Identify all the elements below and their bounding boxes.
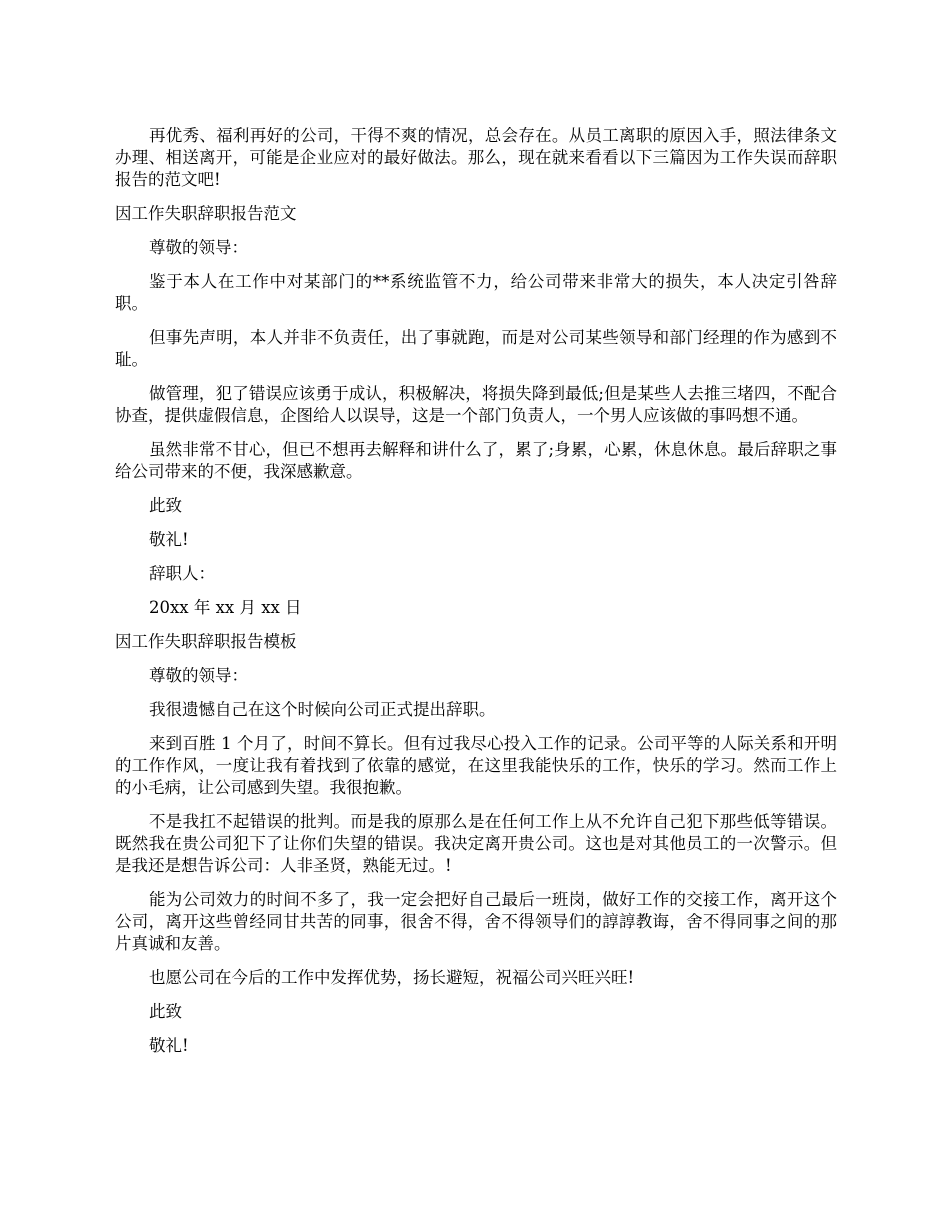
section1-closing-2: 敬礼! — [149, 530, 189, 549]
section1-date: 20xx 年 xx 月 xx 日 — [149, 598, 302, 617]
section1-salutation: 尊敬的领导： — [149, 238, 248, 257]
section1-paragraph-2: 但事先声明，本人并非不负责任，出了事就跑，而是对公司某些领导和部门经理的作为感到不耻。 — [115, 328, 837, 369]
section2-paragraph-2: 来到百胜 1 个月了，时间不算长。但有过我尽心投入工作的记录。公司平等的人际关系和开明的工作作风，一度让我有着找到了依靠的感觉，在这里我能快乐的工作，快乐的学习。然而工作上的小毛病，让公司感到失望。我很抱歉。 — [115, 734, 837, 797]
section2-paragraph-1: 我很遗憾自己在这个时候向公司正式提出辞职。 — [149, 700, 496, 719]
section2-salutation: 尊敬的领导： — [149, 666, 248, 685]
document-page — [115, 125, 837, 1069]
section1-paragraph-4: 虽然非常不甘心，但已不想再去解释和讲什么了，累了;身累，心累，休息休息。最后辞职之事给公司带来的不便，我深感歉意。 — [115, 440, 837, 481]
section1-paragraph-1: 鉴于本人在工作中对某部门的**系统监管不力，给公司带来非常大的损失，本人决定引咎辞职。 — [115, 272, 837, 313]
section1-paragraph-3: 做管理，犯了错误应该勇于成认，积极解决，将损失降到最低;但是某些人去推三堵四，不配合协查，提供虚假信息，企图给人以误导，这是一个部门负责人，一个男人应该做的事吗想不通。 — [115, 384, 837, 425]
section2-paragraph-3: 不是我扛不起错误的批判。而是我的原那么是在任何工作上从不允许自己犯下那些低等错误。既然我在贵公司犯下了让你们失望的错误。我决定离开贵公司。这也是对其他员工的一次警示。但是我还是想告诉公司：人非圣贤，熟能无过。! — [115, 812, 837, 875]
section2-paragraph-5: 也愿公司在今后的工作中发挥优势，扬长避短，祝福公司兴旺兴旺! — [149, 968, 635, 987]
section1-title: 因工作失职辞职报告范文 — [115, 204, 297, 223]
section1-closing-1: 此致 — [149, 496, 182, 515]
intro-paragraph: 再优秀、福利再好的公司，干得不爽的情况，总会存在。从员工离职的原因入手，照法律条文办理、相送离开，可能是企业应对的最好做法。那么，现在就来看看以下三篇因为工作失误而辞职报告的范文吧! — [115, 126, 837, 189]
section2-closing-2: 敬礼! — [149, 1036, 189, 1055]
section1-signer: 辞职人： — [149, 564, 215, 583]
section2-title: 因工作失职辞职报告模板 — [115, 632, 297, 651]
section2-closing-1: 此致 — [149, 1002, 182, 1021]
section2-paragraph-4: 能为公司效力的时间不多了，我一定会把好自己最后一班岗，做好工作的交接工作，离开这个公司，离开这些曾经同甘共苦的同事，很舍不得，舍不得领导们的諄諄教诲，舍不得同事之间的那片真诚和友善。 — [115, 890, 837, 953]
